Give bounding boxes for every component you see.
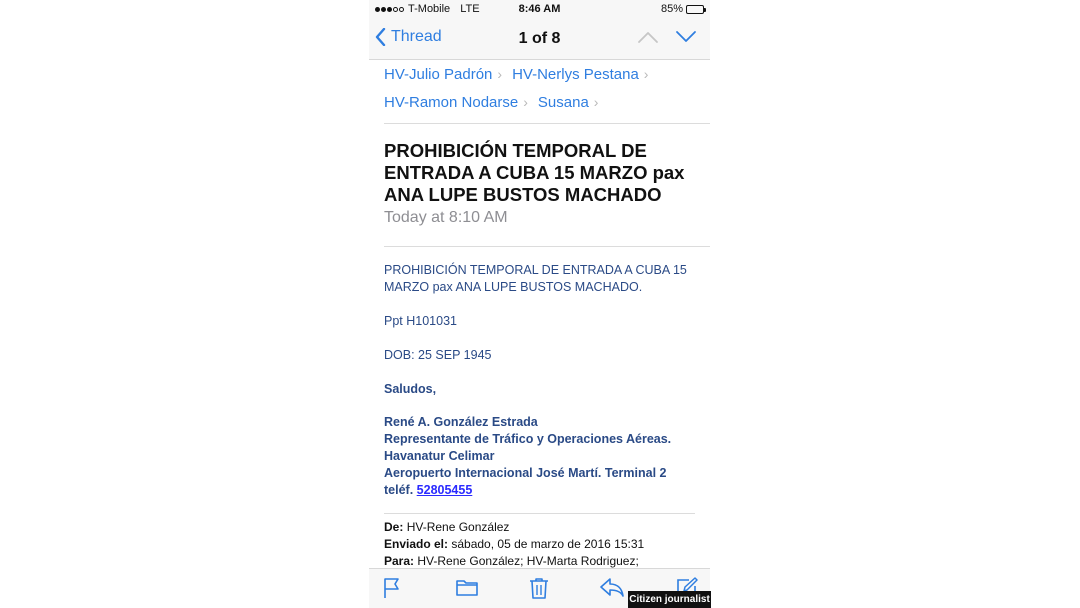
chevron-right-icon: › <box>593 94 599 110</box>
carrier-name: T-Mobile <box>408 3 451 15</box>
recipients-row <box>384 88 704 116</box>
nav-bar <box>369 20 710 60</box>
folder-icon[interactable] <box>456 577 478 597</box>
battery-group <box>661 3 704 15</box>
greeting: Saludos, <box>384 382 437 396</box>
signature-title: Representante de Tráfico y Operaciones Aéreas. <box>384 432 672 446</box>
sent-value: sábado, 05 de marzo de 2016 15:31 <box>451 537 645 551</box>
phone-link[interactable]: 52805455 <box>416 483 473 497</box>
dob-line: DOB: 25 SEP 1945 <box>384 348 492 362</box>
flag-icon[interactable] <box>383 577 401 599</box>
recipients-row <box>384 60 704 88</box>
message-counter: 1 of 8 <box>518 30 561 47</box>
back-label: Thread <box>391 28 442 45</box>
signature-company: Havanatur Celimar <box>384 449 495 463</box>
previous-message-icon[interactable] <box>637 30 659 44</box>
recipient-chip[interactable] <box>384 66 502 83</box>
next-message-icon[interactable] <box>675 30 697 44</box>
to-label: Para: <box>384 554 415 568</box>
message-body <box>384 262 704 499</box>
signature-phone-line <box>384 482 704 499</box>
from-value: HV-Rene González <box>406 520 510 534</box>
recipient-name: Susana <box>537 93 589 111</box>
chevron-right-icon: › <box>523 94 528 110</box>
divider <box>384 246 710 247</box>
forward-sent <box>384 536 704 553</box>
signature-block <box>384 414 704 499</box>
body-text: PROHIBICIÓN TEMPORAL DE ENTRADA A CUBA 15 MARZO pax ANA LUPE BUSTOS MACHADO. <box>384 263 687 294</box>
divider <box>384 123 710 124</box>
forward-from <box>384 519 704 536</box>
trash-icon[interactable] <box>529 577 549 599</box>
recipient-name: HV-Julio Padrón <box>384 65 493 83</box>
recipient-chip[interactable] <box>538 94 599 111</box>
forwarded-header <box>384 519 704 570</box>
chevron-right-icon: › <box>643 66 649 82</box>
recipient-chip[interactable] <box>512 66 648 83</box>
sent-label: Enviado el: <box>384 537 449 551</box>
message-subject: PROHIBICIÓN TEMPORAL DE ENTRADA A CUBA 15 MARZO pax ANA LUPE BUSTOS MACHADO <box>384 140 685 205</box>
chevron-right-icon: › <box>497 66 503 82</box>
back-button[interactable] <box>375 28 442 46</box>
to-value: HV-Rene González; HV-Marta Rodriguez; <box>417 554 639 568</box>
chevron-left-icon <box>375 28 386 46</box>
network-type: LTE <box>460 3 480 15</box>
signature-name: René A. González Estrada <box>384 415 538 429</box>
passport-line: Ppt H101031 <box>384 314 457 328</box>
recipient-name: HV-Nerlys Pestana <box>512 65 639 83</box>
clock: 8:46 AM <box>518 3 561 15</box>
recipients-list <box>384 60 704 116</box>
recipient-name: HV-Ramon Nodarse <box>384 93 519 111</box>
battery-percent: 85% <box>660 3 683 15</box>
battery-icon <box>686 5 704 14</box>
recipient-chip[interactable] <box>384 94 528 111</box>
message-date: Today at 8:10 AM <box>384 209 508 226</box>
watermark-label: Citizen journalist <box>628 591 711 608</box>
status-bar <box>369 0 710 20</box>
reply-icon[interactable] <box>599 577 625 597</box>
divider <box>384 513 695 514</box>
signature-location: Aeropuerto Internacional José Martí. Terminal 2 <box>384 466 667 480</box>
mail-screen <box>369 0 710 608</box>
phone-label: teléf. <box>384 483 414 497</box>
from-label: De: <box>384 520 404 534</box>
